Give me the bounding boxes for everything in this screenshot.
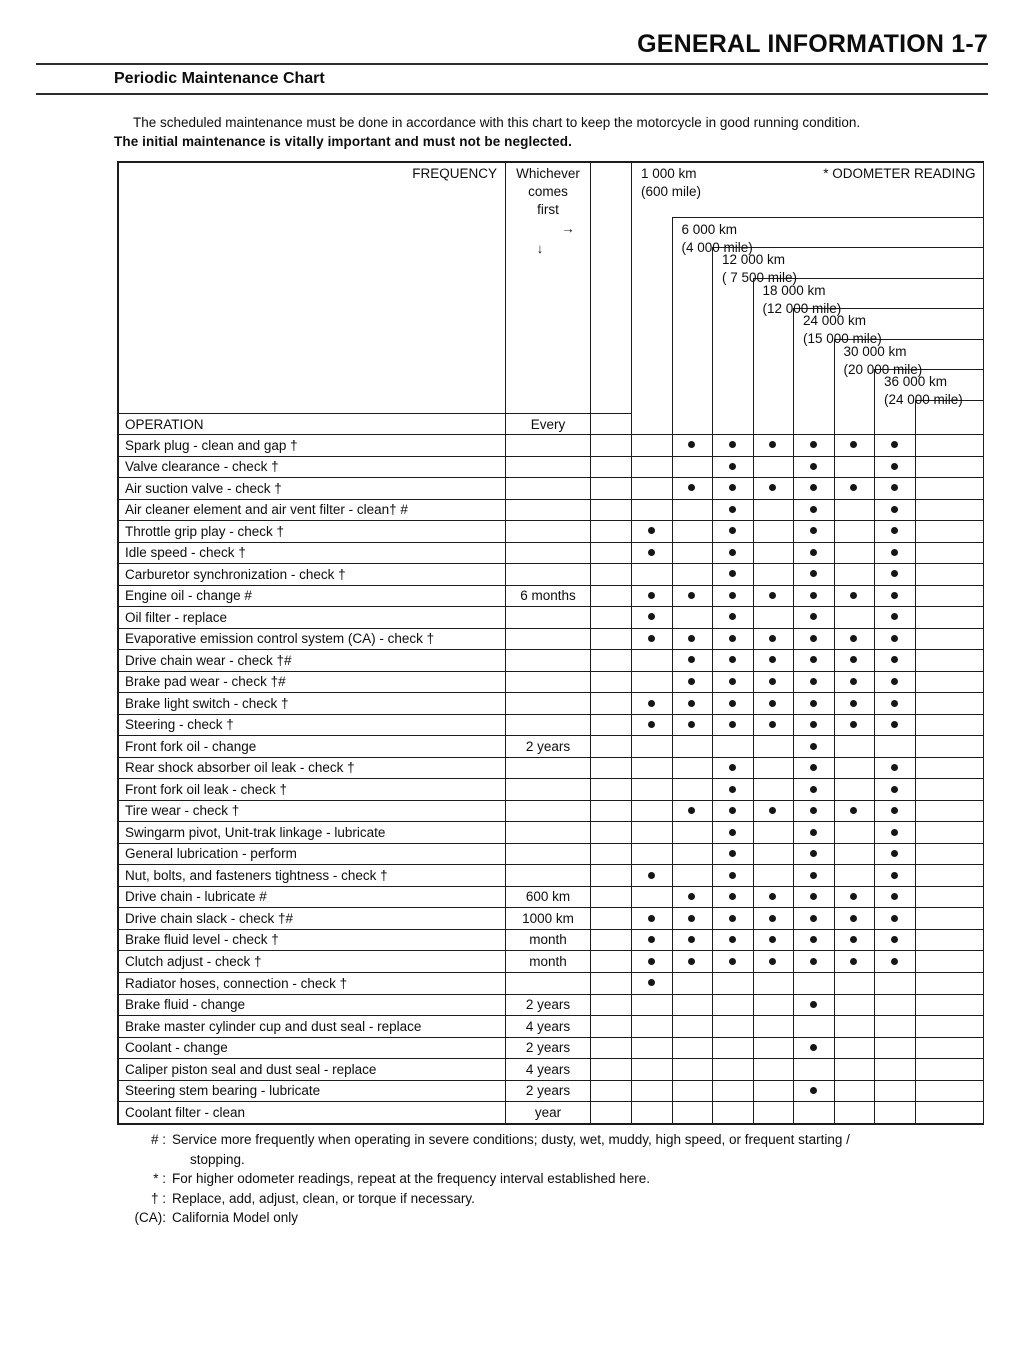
table-rule [117,735,984,736]
table-rule [117,671,984,672]
odometer-km-3: 12 000 km [722,252,786,267]
odometer-km-6: 30 000 km [843,343,907,359]
operation-label: Caliper piston seal and dust seal - replace [125,1061,377,1077]
footnote [128,1208,998,1228]
table-rule [117,907,984,908]
odometer-mile-4: (12 000 mile) [762,300,842,316]
footnote-continuation: stopping. [190,1151,245,1167]
maintenance-dot [810,936,817,943]
operation-label: Air cleaner element and air vent filter - clean† # [125,502,408,518]
maintenance-dot [688,721,695,728]
operation-label: Oil filter - replace [125,609,228,625]
table-rule [117,585,984,586]
maintenance-dot [891,850,898,857]
table-rule [117,456,984,457]
maintenance-dot [688,936,695,943]
maintenance-dot [810,1001,817,1008]
maintenance-dot [729,570,736,577]
maintenance-dot [688,915,695,922]
table-rule [117,692,984,693]
table-rule [117,413,631,414]
odometer-mile-5: (15 000 mile) [803,331,882,346]
table-rule [117,714,984,715]
maintenance-dot [810,872,817,879]
maintenance-dot [688,807,695,814]
every-value: 2 years [525,1083,571,1099]
table-rule [117,1037,984,1038]
operation-label: Steering stem bearing - lubricate [125,1083,321,1099]
maintenance-dot [891,441,898,448]
maintenance-dot [891,463,898,470]
operation-label: Brake master cylinder cup and dust seal - replace [125,1018,422,1034]
odometer-mile-3: ( 7 500 mile) [722,270,798,285]
operation-label: Brake fluid level - check † [125,932,279,948]
maintenance-dot [688,893,695,900]
maintenance-dot [648,592,655,599]
odometer-km-5: 24 000 km [803,313,867,328]
operation-label: Evaporative emission control system (CA) - check † [125,631,435,647]
maintenance-dot [850,936,857,943]
table-rule [117,778,984,779]
maintenance-dot [810,484,817,491]
maintenance-dot [729,592,736,599]
maintenance-dot [810,592,817,599]
odometer-km-1: 1 000 km [641,166,697,181]
maintenance-dot [729,936,736,943]
maintenance-dot [810,958,817,965]
footnote-marker: # : [150,1132,166,1147]
arrow-right-icon: → [561,221,575,236]
maintenance-dot [891,613,898,620]
operation-column-header: OPERATION [125,417,204,432]
operation-label: Coolant filter - clean [125,1104,246,1120]
maintenance-dot [648,872,655,879]
table-rule [631,161,632,1123]
table-rule [117,821,984,822]
odometer-mile-7: (24 000 mile) [884,392,963,407]
table-rule [117,434,984,435]
maintenance-dot [729,635,736,642]
table-rule [117,1015,984,1016]
maintenance-dot [810,656,817,663]
maintenance-dot [688,635,695,642]
operation-label: Steering - check † [125,717,234,733]
maintenance-dot [891,764,898,771]
frequency-header: FREQUENCY [412,166,497,181]
maintenance-dot [810,893,817,900]
maintenance-dot [891,700,898,707]
maintenance-dot [648,635,655,642]
table-rule [117,628,984,629]
operation-label: Nut, bolts, and fasteners tightness - check † [125,867,388,883]
maintenance-dot [810,850,817,857]
maintenance-dot [648,613,655,620]
table-rule [117,649,984,650]
every-value: year [534,1104,562,1120]
operation-label: Radiator hoses, connection - check † [125,975,348,991]
maintenance-dot [850,893,857,900]
footnote-text: Replace, add, adjust, clean, or torque if necessary. [172,1190,475,1206]
operation-label: Drive chain slack - check †# [125,910,294,926]
maintenance-dot [769,915,776,922]
maintenance-dot [729,700,736,707]
every-column-header: Every [530,417,566,432]
every-value: 4 years [525,1061,571,1077]
maintenance-dot [688,592,695,599]
table-rule [672,217,673,1123]
every-value: 2 years [525,1040,571,1056]
maintenance-dot [850,700,857,707]
maintenance-dot [729,915,736,922]
table-rule [793,308,794,1123]
maintenance-dot [810,915,817,922]
footnotes [128,1130,998,1228]
section-title: Periodic Maintenance Chart [114,70,325,87]
maintenance-dot [810,786,817,793]
maintenance-dot [850,592,857,599]
footnote-marker: † : [150,1190,166,1206]
maintenance-dot [769,635,776,642]
every-value: 2 years [525,997,571,1013]
maintenance-dot [769,592,776,599]
table-rule [753,278,754,1123]
intro-paragraph [114,113,993,151]
maintenance-dot [769,893,776,900]
maintenance-dot [810,743,817,750]
maintenance-dot [891,506,898,513]
maintenance-dot [810,678,817,685]
odometer-km-2: 6 000 km [681,221,738,237]
intro-line-1: The scheduled maintenance must be done in accordance with this chart to keep the motorcycle in good running condition. [133,115,861,130]
operation-label: Drive chain - lubricate # [125,889,267,905]
table-rule [117,520,984,521]
every-value: month [529,932,567,948]
maintenance-dot [850,656,857,663]
maintenance-dot [891,592,898,599]
maintenance-dot [891,678,898,685]
maintenance-dot [891,893,898,900]
arrow-down-icon: ↓ [536,241,544,256]
maintenance-dot [850,721,857,728]
maintenance-dot [648,936,655,943]
maintenance-dot [648,915,655,922]
maintenance-dot [891,786,898,793]
maintenance-dot [769,656,776,663]
operation-label: Valve clearance - check † [125,459,279,475]
maintenance-dot [729,549,736,556]
maintenance-dot [850,958,857,965]
footnote-marker: (CA): [134,1210,166,1225]
maintenance-dot [648,979,655,986]
maintenance-dot [688,678,695,685]
table-rule [117,1123,984,1124]
maintenance-dot [729,463,736,470]
maintenance-dot [769,441,776,448]
maintenance-dot [891,527,898,534]
maintenance-dot [729,807,736,814]
maintenance-dot [769,484,776,491]
every-value: month [529,953,567,969]
maintenance-dot [850,915,857,922]
operation-label: Carburetor synchronization - check † [125,566,346,582]
maintenance-dot [810,635,817,642]
operation-label: Spark plug - clean and gap † [125,437,298,453]
odometer-km-7: 36 000 km [884,374,948,389]
every-value: 4 years [525,1018,571,1034]
table-rule [117,542,984,543]
maintenance-dot [729,506,736,513]
table-rule [117,886,984,887]
maintenance-dot [810,764,817,771]
footnote-text: California Model only [172,1210,299,1225]
table-rule [117,994,984,995]
maintenance-dot [891,807,898,814]
maintenance-dot [769,936,776,943]
maintenance-dot [810,506,817,513]
table-rule [505,161,506,1123]
table-rule [117,477,984,478]
table-rule [712,247,713,1123]
every-value: 600 km [525,889,571,905]
maintenance-dot [729,764,736,771]
table-rule [117,757,984,758]
maintenance-dot [729,872,736,879]
maintenance-dot [688,484,695,491]
operation-label: Idle speed - check † [125,545,246,561]
maintenance-dot [688,441,695,448]
operation-label: Throttle grip play - check † [125,523,285,539]
header-rule-bottom [36,93,988,95]
every-value: 2 years [525,738,571,754]
table-rule [590,161,591,1123]
maintenance-dot [810,829,817,836]
maintenance-dot [729,850,736,857]
intro-line-2: The initial maintenance is vitally important and must not be neglected. [114,134,572,149]
operation-label: Brake fluid - change [125,997,246,1013]
maintenance-dot [729,958,736,965]
operation-label: Brake pad wear - check †# [125,674,286,690]
maintenance-dot [891,872,898,879]
maintenance-dot [688,700,695,707]
maintenance-dot [850,678,857,685]
odometer-reading-header: * ODOMETER READING [823,166,976,181]
maintenance-dot [891,721,898,728]
operation-label: Drive chain wear - check †# [125,652,292,668]
maintenance-dot [891,958,898,965]
maintenance-dot [729,893,736,900]
maintenance-dot [729,484,736,491]
header-rule-top [36,63,988,65]
maintenance-dot [648,958,655,965]
maintenance-dot [850,807,857,814]
maintenance-dot [769,700,776,707]
maintenance-dot [891,570,898,577]
maintenance-dot [850,635,857,642]
maintenance-dot [769,721,776,728]
maintenance-dot [769,678,776,685]
maintenance-dot [810,613,817,620]
maintenance-dot [810,700,817,707]
maintenance-dot [891,656,898,663]
maintenance-dot [810,527,817,534]
every-value: 1000 km [522,910,574,926]
maintenance-dot [688,656,695,663]
maintenance-dot [769,958,776,965]
footnote-text: Service more frequently when operating in severe conditions; dusty, wet, muddy, high speed, or frequent starting / [172,1132,850,1147]
maintenance-dot [891,549,898,556]
footnote [128,1189,998,1209]
operation-label: Front fork oil - change [125,738,257,754]
whichever-line-3: first [537,202,559,217]
maintenance-dot [891,936,898,943]
odometer-mile-1: (600 mile) [641,184,702,199]
operation-label: Front fork oil leak - check † [125,781,288,797]
maintenance-dot [729,527,736,534]
operation-label: Brake light switch - check † [125,695,289,711]
whichever-line-2: comes [528,184,568,199]
maintenance-dot [891,915,898,922]
operation-label: Swingarm pivot, Unit-trak linkage - lubricate [125,824,386,840]
table-rule [117,606,984,607]
maintenance-dot [729,721,736,728]
table-rule [117,864,984,865]
table-rule [117,499,984,500]
operation-label: General lubrication - perform [125,846,297,862]
table-rule [117,972,984,973]
maintenance-dot [810,1087,817,1094]
maintenance-dot [769,807,776,814]
maintenance-dot [648,721,655,728]
every-value: 6 months [520,588,576,604]
maintenance-dot [810,570,817,577]
maintenance-dot [688,958,695,965]
maintenance-dot [648,700,655,707]
maintenance-dot [729,441,736,448]
table-rule [117,800,984,801]
footnote-text: For higher odometer readings, repeat at the frequency interval established here. [172,1171,651,1186]
maintenance-dot [810,463,817,470]
table-rule [117,929,984,930]
maintenance-dot [891,635,898,642]
table-rule [117,563,984,564]
table-rule [117,1058,984,1059]
table-rule [117,950,984,951]
maintenance-dot [850,441,857,448]
maintenance-dot [850,484,857,491]
table-rule [874,369,875,1123]
table-rule [117,1080,984,1081]
operation-label: Coolant - change [125,1040,228,1056]
odometer-km-4: 18 000 km [762,282,826,298]
maintenance-dot [729,613,736,620]
maintenance-table [117,161,984,1125]
table-rule [117,1101,984,1102]
footnote [128,1130,998,1169]
operation-label: Rear shock absorber oil leak - check † [125,760,355,776]
maintenance-dot [729,678,736,685]
table-rule [117,161,119,1125]
table-rule [117,161,984,163]
table-rule [117,843,984,844]
table-rule [983,161,984,1123]
operation-label: Engine oil - change # [125,588,252,604]
maintenance-dot [729,786,736,793]
odometer-mile-6: (20 000 mile) [843,361,923,377]
maintenance-dot [810,807,817,814]
maintenance-dot [810,1044,817,1051]
page-title: GENERAL INFORMATION 1-7 [637,30,988,58]
maintenance-dot [891,829,898,836]
operation-label: Tire wear - check † [125,803,240,819]
maintenance-dot [810,721,817,728]
footnote [128,1169,998,1189]
odometer-mile-2: (4 000 mile) [681,239,753,255]
maintenance-dot [810,549,817,556]
operation-label: Clutch adjust - check † [125,953,262,969]
maintenance-dot [648,549,655,556]
whichever-line-1: Whichever [516,166,580,181]
table-rule [672,217,984,218]
footnote-marker: * : [153,1171,166,1186]
operation-label: Air suction valve - check † [125,480,282,496]
maintenance-dot [810,441,817,448]
maintenance-dot [891,484,898,491]
maintenance-dot [648,527,655,534]
maintenance-dot [729,656,736,663]
maintenance-dot [729,829,736,836]
